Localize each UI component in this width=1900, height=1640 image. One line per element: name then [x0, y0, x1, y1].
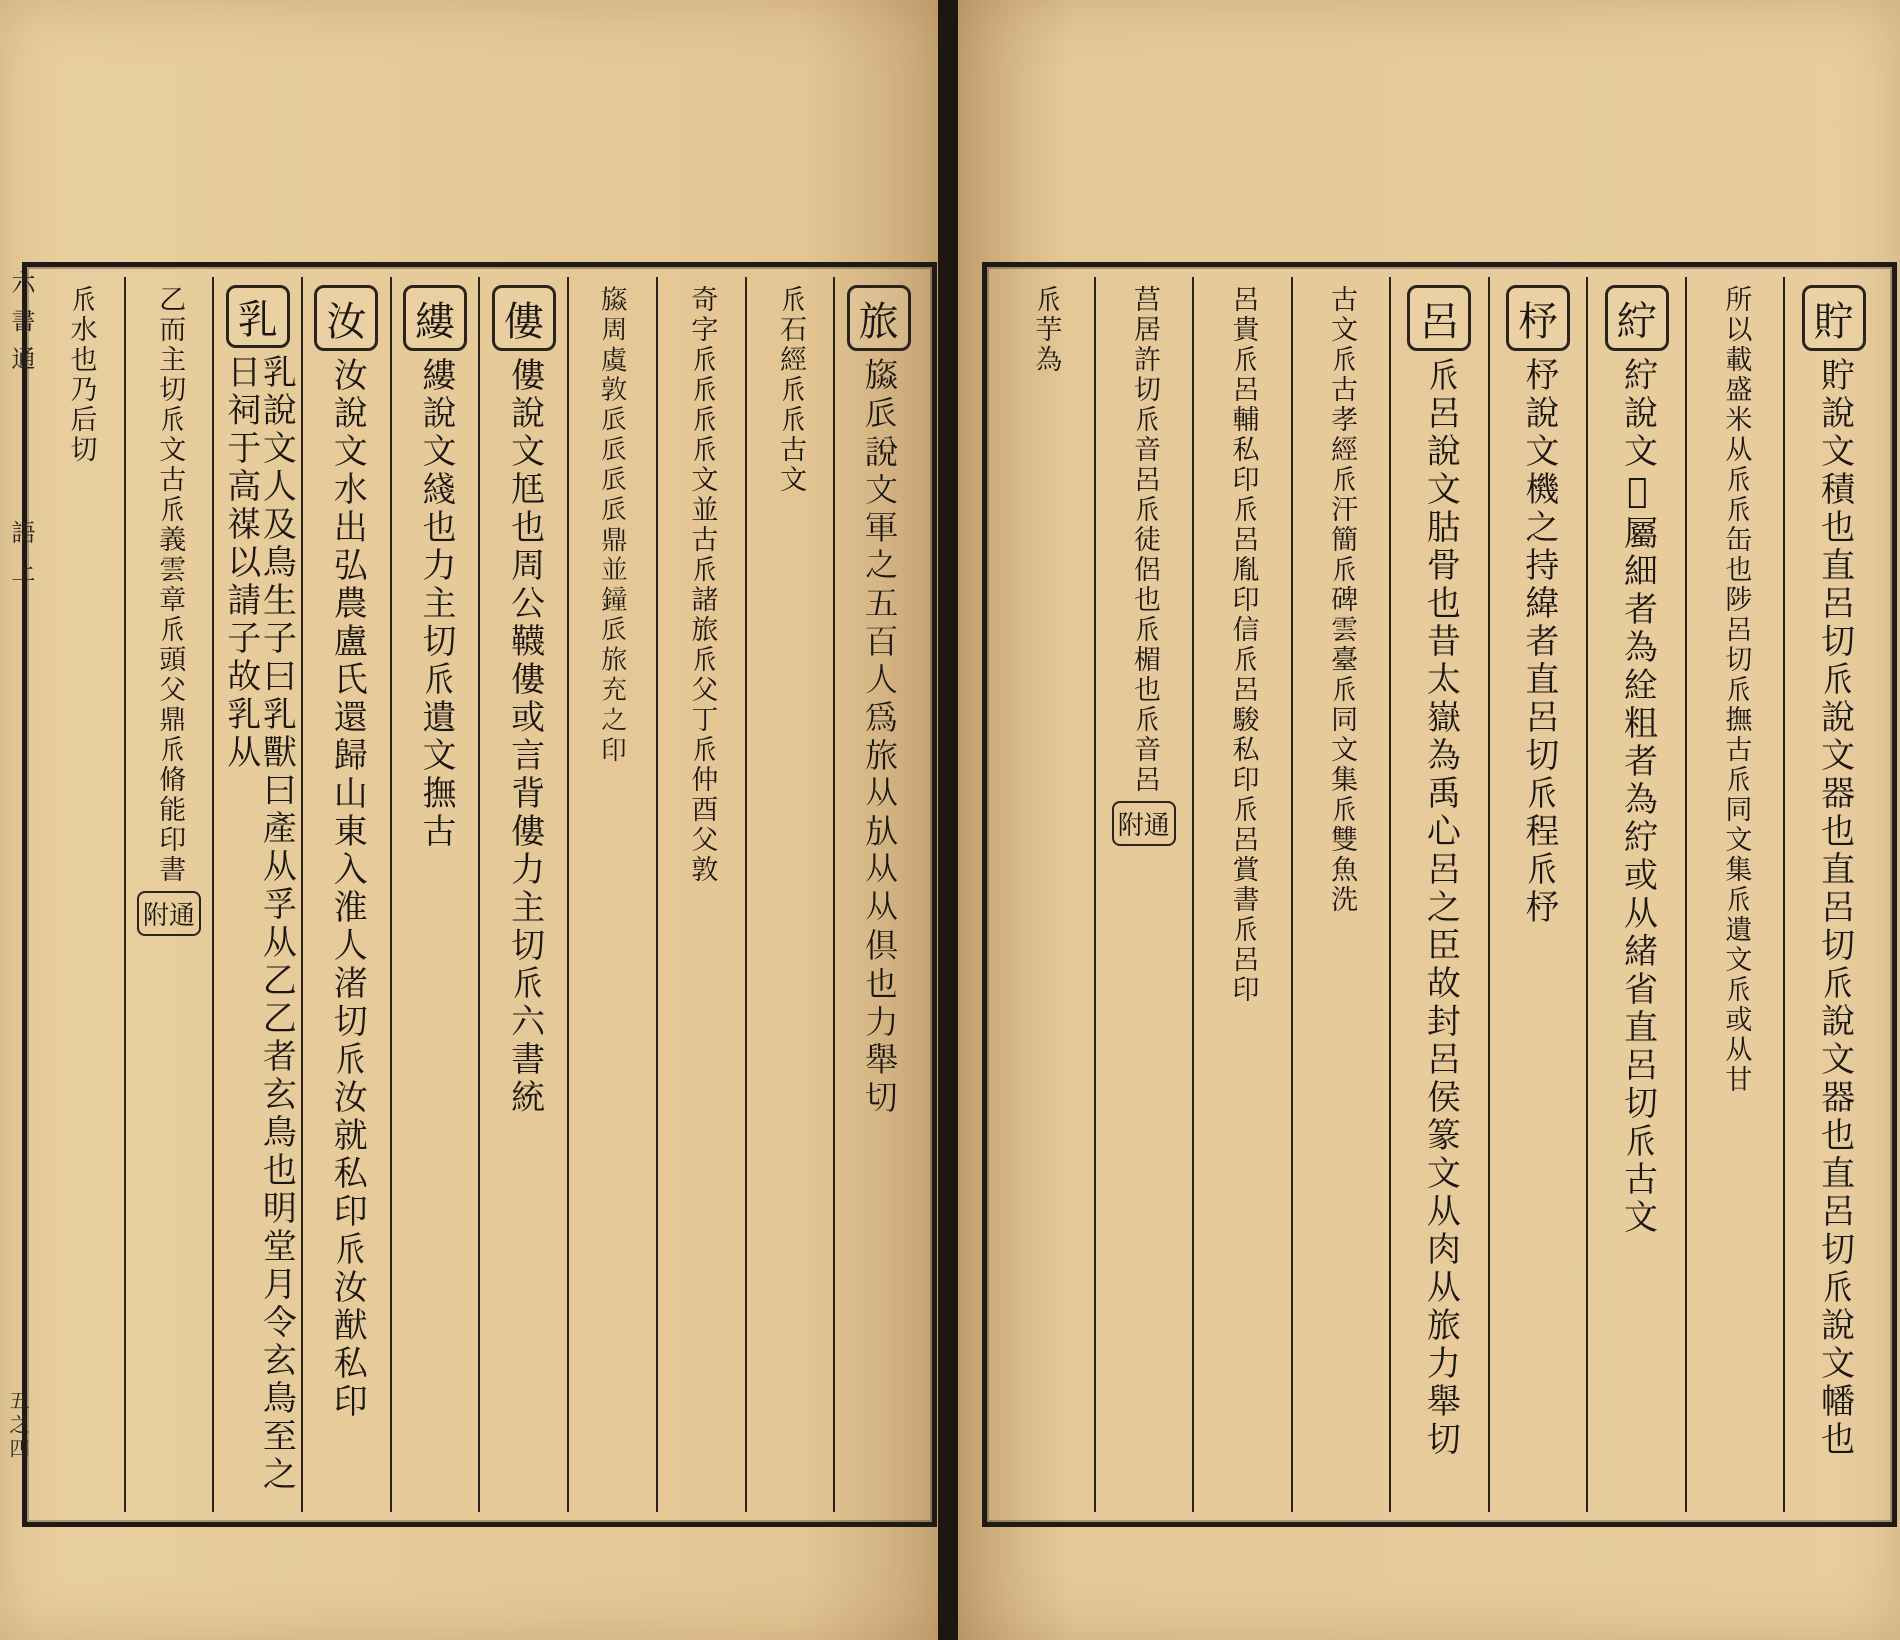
section-margin: 語上 [7, 520, 35, 596]
entry-head-character: 紵 [1605, 285, 1669, 351]
right-column [1094, 277, 1193, 1512]
right-column [1783, 277, 1882, 1512]
left-columns [37, 277, 922, 1512]
right-column [1586, 277, 1685, 1512]
right-column [1389, 277, 1488, 1512]
left-column [656, 277, 745, 1512]
appendix-tag: 附通 [137, 891, 201, 936]
left-column [37, 277, 124, 1512]
right-column [1291, 277, 1390, 1512]
left-column [567, 277, 656, 1512]
entry-head-character: 旅 [847, 285, 911, 351]
left-column [390, 277, 479, 1512]
entry-head-character: 貯 [1802, 285, 1866, 351]
left-column [478, 277, 567, 1512]
right-column [997, 277, 1094, 1512]
left-column [301, 277, 390, 1512]
right-column [1192, 277, 1291, 1512]
column-text: 汝說文水出弘農盧氏還歸山東入淮人渚切𠂢汝就私印𠂢汝猷私印 [327, 357, 368, 1421]
column-text: 古文𠂢古孝經𠂢汗簡𠂢碑雲臺𠂢同文集𠂢雙魚洗 [1326, 285, 1358, 915]
left-column [212, 277, 301, 1512]
left-column [124, 277, 213, 1512]
column-text: 莒居許切𠂢音呂𠂢徒侶也𠂢楣也𠂢音呂 [1128, 285, 1160, 795]
appendix-tag: 附通 [1112, 801, 1176, 846]
column-text: 𠂢呂說文𦙶骨也昔太嶽為禹心呂之臣故封呂侯篆文从肉从旅力舉切 [1420, 357, 1461, 1459]
right-columns [997, 277, 1882, 1512]
column-text: 奇字𠂢𠂢𠂢𠂢文並古𠂢諸旅𠂢父丁𠂢仲酉父敦 [686, 285, 718, 885]
column-text: 僂說文尪也周公韈僂或言背僂力主切𠂢六書統 [504, 357, 545, 1117]
column-text: 𠂢芋為 [1030, 285, 1062, 375]
entry-head-character: 乳 [226, 285, 290, 348]
column-text: 紵說文𦅅屬細者為絟粗者為紵或从緒省直呂切𠂢古文 [1617, 357, 1658, 1237]
column-text: 縷說文綫也力主切𠂢遺文撫古 [415, 357, 456, 851]
column-text: 貯說文積也直呂切𠂢說文器也直呂切𠂢說文器也直呂切𠂢說文幡也 [1814, 357, 1855, 1459]
column-text: 杼說文機之持緯者直呂切𠂢程𠂢杼 [1518, 357, 1559, 927]
entry-head-character: 縷 [403, 285, 467, 351]
right-column [1685, 277, 1784, 1512]
page-number: 五之四 [6, 1390, 30, 1462]
column-text: 𠂢水也乃后切 [65, 285, 97, 465]
column-text: 所以載盛米从𠂢𠂢缶也陟呂切𠂢撫古𠂢同文集𠂢遺文𠂢或从甘 [1720, 285, 1752, 1095]
entry-head-character: 僂 [492, 285, 556, 351]
right-column [1488, 277, 1587, 1512]
entry-head-character: 呂 [1407, 285, 1471, 351]
column-text: 𣄡𠂢說文軍之五百人為旅从㫃从从俱也力舉切 [859, 357, 900, 1117]
left-page-frame [22, 262, 937, 1527]
column-text: 乙而主切𠂢文古𠂢義雲章𠂢頭父鼎𠂢脩能印書 [154, 285, 186, 885]
column-text: 乳說文人及鳥生子曰乳獸曰產从孚从乙乙者玄鳥也明堂月令玄鳥至之日祠于高禖以請子故乳从 [220, 354, 297, 1494]
right-page [958, 0, 1900, 1640]
right-page-frame [982, 262, 1897, 1527]
book-title-margin: 六書通 [7, 270, 35, 384]
column-text: 𠂢石經𠂢𠂢古文 [775, 285, 807, 495]
left-page [0, 0, 944, 1640]
left-column [745, 277, 834, 1512]
column-text: 呂貴𠂢呂輔私印𠂢呂胤印信𠂢呂駿私印𠂢呂賞書𠂢呂印 [1227, 285, 1259, 1005]
left-column [833, 277, 922, 1512]
entry-head-character: 杼 [1506, 285, 1570, 351]
entry-head-character: 汝 [314, 285, 378, 351]
column-text: 𣄡周虞敦𠂢𠂢𠂢𠂢鼎並鐘𠂢旅充之印 [597, 285, 629, 765]
